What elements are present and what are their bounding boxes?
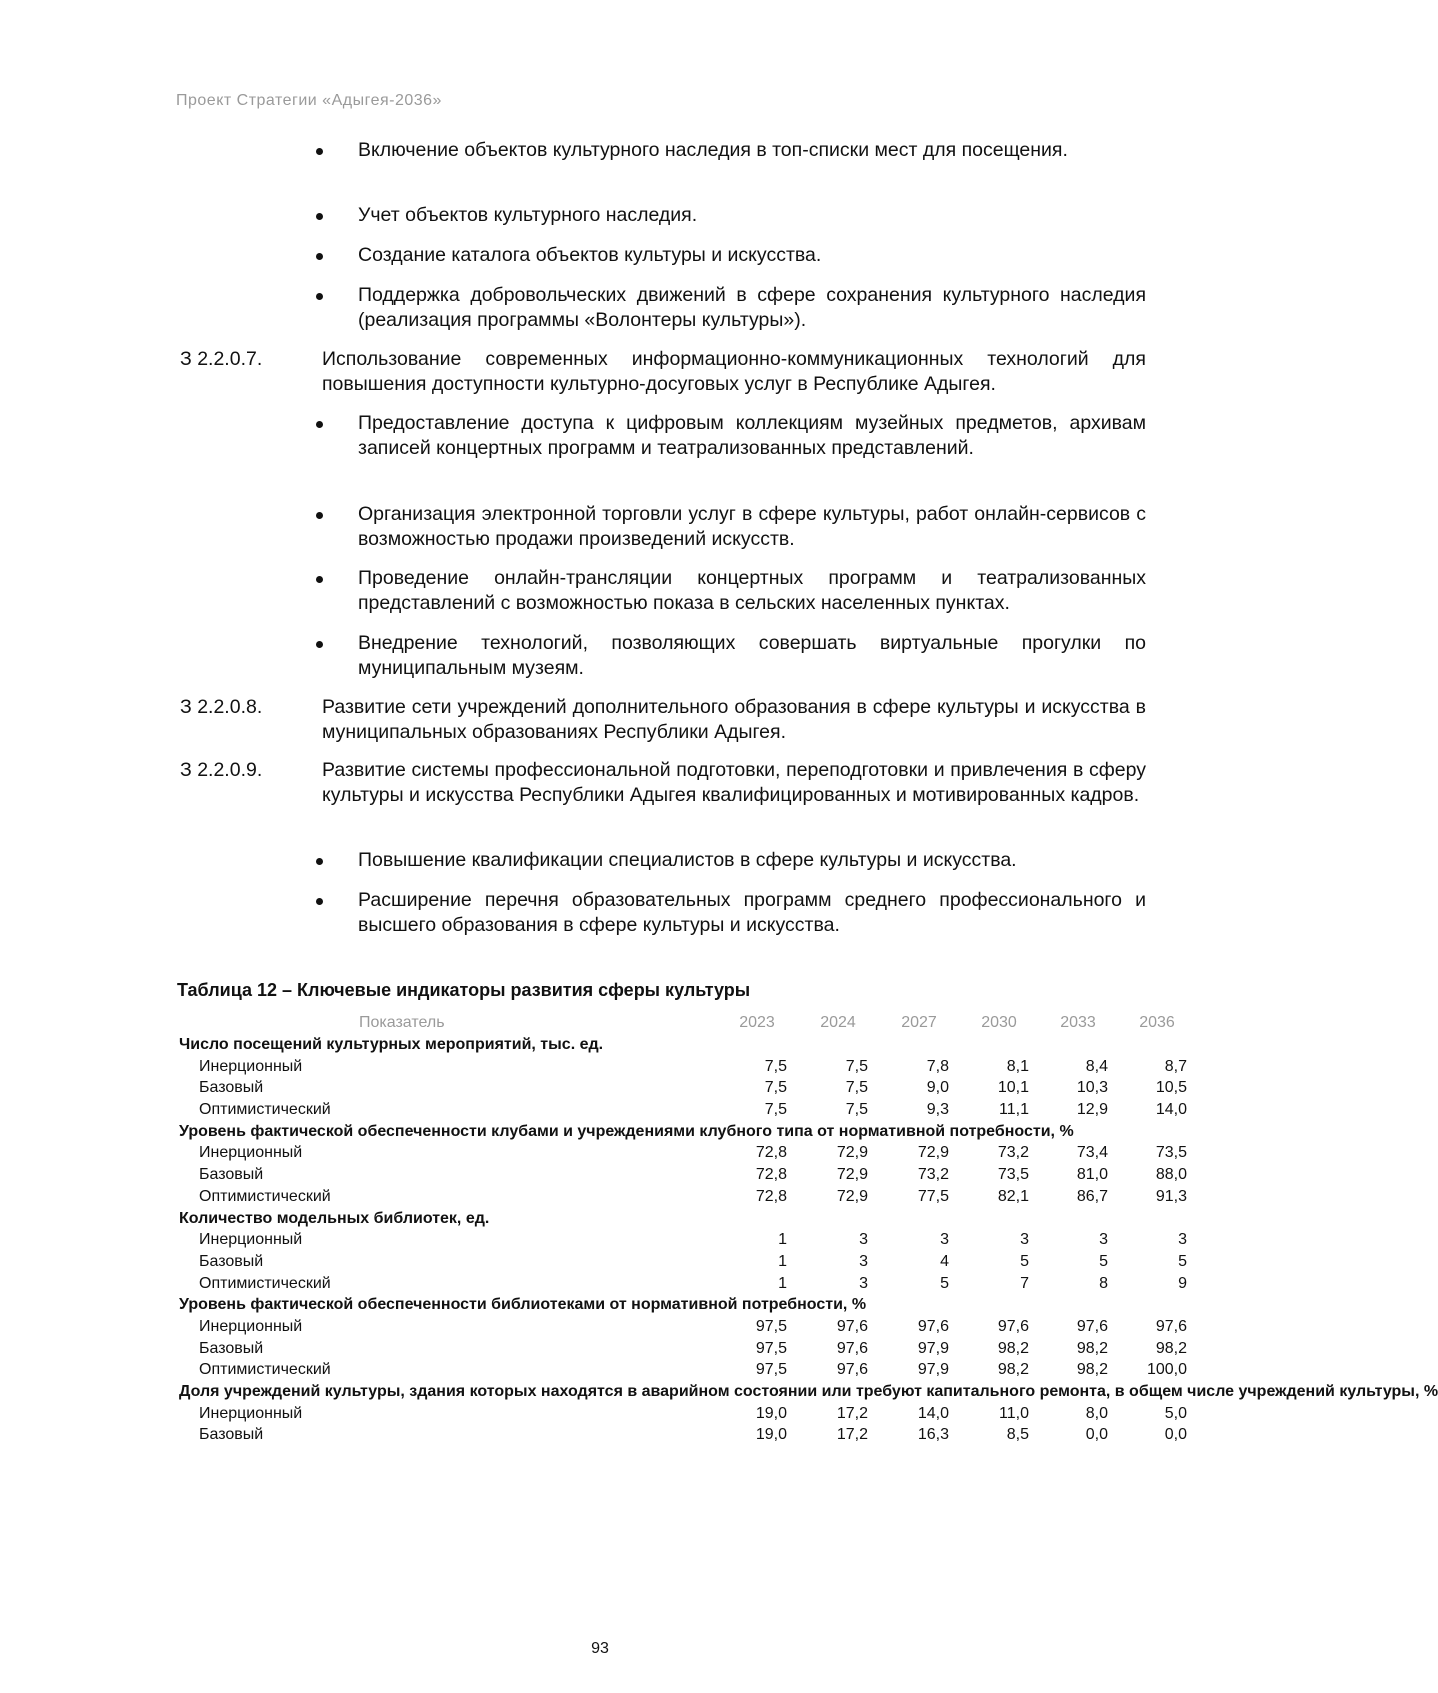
table-cell: 5 (1020, 1252, 1029, 1270)
column-header-year: 2036 (1139, 1014, 1175, 1031)
table-row (179, 1273, 1187, 1295)
table-cell: 97,5 (755, 1339, 787, 1357)
column-header-year: 2023 (739, 1014, 775, 1031)
bullet-text: Внедрение технологий, позволяющих совершать виртуальные прогулки по муниципальным музеям. (358, 632, 1146, 679)
table-row (179, 1077, 1187, 1099)
row-label: Оптимистический (199, 1101, 331, 1119)
table-cell: 12,9 (1076, 1101, 1108, 1119)
table-cell: 88,0 (1155, 1166, 1187, 1184)
row-label: Базовый (199, 1252, 264, 1270)
row-label: Инерционный (199, 1057, 303, 1075)
table-cell: 72,8 (755, 1166, 787, 1184)
table-cell: 16,3 (917, 1426, 949, 1444)
table-cell: 5,0 (1164, 1404, 1187, 1422)
table-cell: 72,9 (917, 1144, 949, 1162)
table-cell: 7,5 (764, 1101, 787, 1119)
table-cell: 9,0 (926, 1079, 949, 1097)
table-cell: 97,6 (1155, 1318, 1187, 1335)
table-cell: 7,5 (845, 1079, 868, 1097)
table-category-row (179, 1121, 1139, 1143)
table-cell: 10,3 (1076, 1079, 1108, 1097)
bullet-icon (316, 641, 323, 648)
table-cell: 11,0 (999, 1404, 1029, 1422)
document-header: Проект Стратегии «Адыгея-2036» (176, 92, 442, 109)
table-cell: 19,0 (755, 1404, 787, 1422)
table-cell: 3 (1099, 1231, 1108, 1249)
page-number: 93 (591, 1640, 609, 1657)
table-cell: 73,4 (1076, 1144, 1108, 1162)
column-header-year: 2030 (981, 1014, 1017, 1031)
table-row (179, 1424, 1187, 1446)
table-cell: 8 (1099, 1274, 1108, 1292)
table-cell: 97,6 (836, 1339, 868, 1357)
bullet-text: Проведение онлайн-трансляции концертных программ и театрализованных представлений с возможностью показа в сельских населенных пунктах. (358, 567, 1146, 614)
table-cell: 73,2 (917, 1166, 949, 1184)
table-row (179, 1403, 1187, 1425)
table-cell: 72,8 (755, 1144, 787, 1162)
table-cell: 5 (940, 1274, 949, 1292)
bullet-icon (316, 421, 323, 428)
table-cell: 3 (859, 1252, 868, 1270)
table-cell: 97,6 (997, 1318, 1029, 1335)
row-label: Инерционный (199, 1404, 303, 1422)
table-cell: 91,3 (1155, 1187, 1187, 1205)
table-cell: 72,8 (755, 1187, 787, 1205)
category-label: Количество модельных библиотек, ед. (179, 1209, 490, 1227)
table-cell: 8,1 (1006, 1057, 1029, 1075)
table-cell: 5 (1099, 1252, 1108, 1270)
table-cell: 7,5 (764, 1057, 787, 1075)
table-cell: 19,0 (755, 1426, 787, 1444)
table-row (179, 1056, 1187, 1078)
table-cell: 3 (940, 1231, 949, 1249)
item-text: Развитие системы профессиональной подготовки, переподготовки и привлечения в сферу культуры и искусства Республики Адыгея квалифицированных и мотивированных кадров. (322, 759, 1146, 806)
row-label: Базовый (199, 1339, 264, 1357)
category-label: Число посещений культурных мероприятий, тыс. ед. (179, 1036, 604, 1053)
table-cell: 98,2 (1076, 1339, 1108, 1357)
table-cell: 10,1 (997, 1079, 1029, 1097)
table-cell: 14,0 (1155, 1101, 1187, 1119)
table-cell: 5 (1178, 1252, 1187, 1270)
table-cell: 98,2 (1076, 1361, 1108, 1379)
table-cell: 7,5 (845, 1101, 868, 1119)
table-cell: 1 (778, 1252, 787, 1270)
bullet-item (316, 283, 1146, 333)
bullet-item (316, 888, 1146, 938)
table-cell: 97,6 (917, 1318, 949, 1335)
row-label: Оптимистический (199, 1361, 331, 1379)
numbered-item (180, 347, 1146, 397)
bullet-text: Расширение перечня образовательных программ среднего профессионального и высшего образования в сфере культуры и искусства. (358, 889, 1146, 936)
table-row (179, 1142, 1187, 1164)
bullet-item (316, 502, 1146, 552)
table-cell: 7 (1020, 1274, 1029, 1292)
row-label: Базовый (199, 1426, 264, 1444)
table-cell: 98,2 (997, 1361, 1029, 1379)
table-cell: 7,5 (764, 1079, 787, 1097)
table-cell: 73,5 (997, 1166, 1029, 1184)
column-header-year: 2033 (1060, 1014, 1096, 1031)
table-row (179, 1186, 1187, 1208)
table-cell: 7,5 (845, 1057, 868, 1075)
category-label: Уровень фактической обеспеченности библиотеками от нормативной потребности, % (179, 1296, 867, 1314)
bullet-item (316, 243, 1146, 268)
row-label: Базовый (199, 1166, 264, 1184)
table-category-row (179, 1208, 1139, 1230)
bullet-item (316, 631, 1146, 681)
bullet-icon (316, 512, 323, 519)
table-cell: 86,7 (1076, 1187, 1108, 1205)
table-cell: 3 (859, 1274, 868, 1292)
bullet-text: Организация электронной торговли услуг в сфере культуры, работ онлайн-сервисов с возможностью продажи произведений искусств. (358, 503, 1146, 550)
table-cell: 7,8 (926, 1057, 949, 1075)
row-label: Базовый (199, 1079, 264, 1097)
column-header-year: 2024 (820, 1014, 856, 1031)
table-cell: 97,6 (836, 1318, 868, 1335)
table-cell: 98,2 (1155, 1339, 1187, 1357)
bullet-text: Повышение квалификации специалистов в сфере культуры и искусства. (358, 849, 1017, 871)
column-header-label: Показатель (359, 1014, 445, 1031)
column-header-year: 2027 (901, 1014, 937, 1031)
table-row (179, 1316, 1187, 1338)
table-row (179, 1164, 1187, 1186)
table-category-row (179, 1381, 1438, 1403)
table-cell: 8,0 (1085, 1404, 1108, 1422)
table-cell: 100,0 (1146, 1361, 1187, 1379)
table-cell: 17,2 (836, 1404, 868, 1422)
table-cell: 97,6 (1076, 1318, 1108, 1335)
bullet-text: Создание каталога объектов культуры и искусства. (358, 244, 822, 266)
table-cell: 97,5 (755, 1361, 787, 1379)
table-row (179, 1359, 1187, 1381)
table-row (179, 1099, 1187, 1121)
item-text: Использование современных информационно-коммуникационных технологий для повышения доступности культурно-досуговых услуг в Республике Адыгея. (322, 348, 1146, 395)
bullet-text: Включение объектов культурного наследия в топ-списки мест для посещения. (358, 139, 1068, 161)
bullet-icon (316, 293, 323, 300)
item-number: З 2.2.0.7. (180, 348, 263, 370)
row-label: Оптимистический (199, 1187, 331, 1205)
bullet-item (316, 411, 1146, 461)
bullet-item (316, 848, 1146, 873)
table-cell: 4 (940, 1252, 949, 1270)
table-title: Таблица 12 – Ключевые индикаторы развития сферы культуры (177, 980, 751, 1000)
bullet-item (316, 203, 1146, 228)
table-cell: 3 (1178, 1231, 1187, 1249)
table-header-row (179, 1012, 1175, 1034)
table-cell: 73,2 (997, 1144, 1029, 1162)
bullet-text: Учет объектов культурного наследия. (358, 204, 698, 226)
row-label: Инерционный (199, 1231, 303, 1249)
item-number: З 2.2.0.9. (180, 759, 263, 781)
table-cell: 97,9 (917, 1361, 949, 1379)
table-category-row (179, 1294, 1139, 1316)
numbered-item (180, 695, 1146, 745)
table-cell: 1 (778, 1231, 787, 1249)
table-cell: 8,7 (1164, 1057, 1187, 1075)
bullet-icon (316, 576, 323, 583)
table-cell: 72,9 (836, 1187, 868, 1205)
bullet-icon (316, 898, 323, 905)
table-cell: 82,1 (997, 1187, 1029, 1205)
table-cell: 9,3 (926, 1101, 949, 1119)
bullet-text: Поддержка добровольческих движений в сфере сохранения культурного наследия (реализация программы «Волонтеры культуры»). (358, 284, 1146, 331)
table-cell: 72,9 (836, 1144, 868, 1162)
table-cell: 97,6 (836, 1361, 868, 1379)
table-cell: 8,5 (1006, 1426, 1029, 1444)
table-cell: 10,5 (1155, 1079, 1187, 1097)
table-cell: 9 (1178, 1274, 1187, 1292)
indicators-table (179, 1012, 1438, 1446)
table-cell: 97,5 (755, 1318, 787, 1335)
table-cell: 0,0 (1085, 1426, 1108, 1444)
table-cell: 73,5 (1155, 1144, 1187, 1162)
table-cell: 8,4 (1085, 1057, 1108, 1075)
table-cell: 98,2 (997, 1339, 1029, 1357)
table-category-row (179, 1034, 1139, 1056)
table-cell: 1 (778, 1274, 787, 1292)
table-cell: 17,2 (836, 1426, 868, 1444)
row-label: Инерционный (199, 1318, 303, 1335)
bullet-icon (316, 148, 323, 155)
bullet-text: Предоставление доступа к цифровым коллекциям музейных предметов, архивам записей концертных программ и театрализованных представлений. (358, 412, 1146, 459)
bullet-icon (316, 253, 323, 260)
table-cell: 77,5 (917, 1187, 949, 1205)
numbered-item (180, 758, 1146, 808)
table-cell: 72,9 (836, 1166, 868, 1184)
table-cell: 97,9 (917, 1339, 949, 1357)
category-label: Доля учреждений культуры, здания которых находятся в аварийном состоянии или требуют капитального ремонта, в общем числе учреждений культуры, % (179, 1383, 1438, 1401)
item-number: З 2.2.0.8. (180, 696, 263, 718)
row-label: Инерционный (199, 1144, 303, 1162)
table-row (179, 1338, 1187, 1360)
bullet-icon (316, 213, 323, 220)
row-label: Оптимистический (199, 1274, 331, 1292)
bullet-item (316, 138, 1146, 163)
table-cell: 3 (1020, 1231, 1029, 1249)
table-cell: 3 (859, 1231, 868, 1249)
bullet-icon (316, 858, 323, 865)
table-cell: 81,0 (1076, 1166, 1108, 1184)
bullet-item (316, 566, 1146, 616)
table-row (179, 1251, 1187, 1273)
item-text: Развитие сети учреждений дополнительного образования в сфере культуры и искусства в муниципальных образованиях Республики Адыгея. (322, 696, 1146, 743)
table-cell: 14,0 (917, 1404, 949, 1422)
category-label: Уровень фактической обеспеченности клубами и учреждениями клубного типа от нормативной потребности, % (179, 1122, 1074, 1140)
table-cell: 11,1 (999, 1101, 1029, 1119)
table-cell: 0,0 (1164, 1426, 1187, 1444)
table-row (179, 1229, 1187, 1251)
